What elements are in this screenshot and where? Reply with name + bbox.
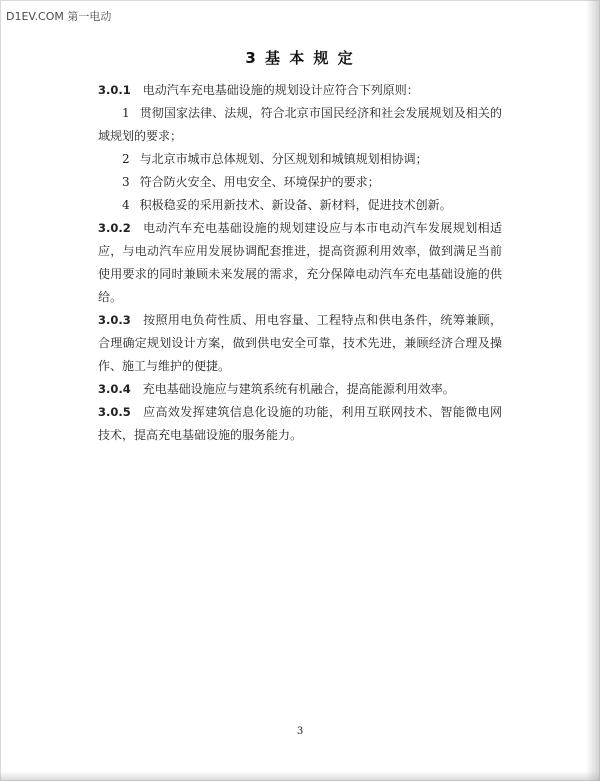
page-bottom-shadow xyxy=(0,771,600,781)
section-title: 3 基 本 规 定 xyxy=(245,49,355,67)
clause-text: 应高效发挥建筑信息化设施的功能，利用互联网技术、智能微电网技术，提高充电基础设施的服务能力。 xyxy=(98,405,502,442)
item-number: 4 xyxy=(122,198,130,212)
clause-number: 3.0.4 xyxy=(98,382,131,396)
clause-3-0-5 xyxy=(98,401,502,447)
clause-3-0-3 xyxy=(98,309,502,378)
site-watermark: D1EV.COM 第一电动 xyxy=(6,10,112,23)
item-number: 1 xyxy=(122,106,130,120)
clause-3-0-2 xyxy=(98,217,502,309)
list-item xyxy=(98,194,502,217)
clause-text: 电动汽车充电基础设施的规划设计应符合下列原则： xyxy=(142,83,419,97)
clause-3-0-1 xyxy=(98,79,502,102)
item-text: 符合防火安全、用电安全、环境保护的要求； xyxy=(139,175,380,189)
item-number: 2 xyxy=(122,152,130,166)
clause-text: 充电基础设施应与建筑系统有机融合，提高能源利用效率。 xyxy=(142,382,455,396)
item-text: 与北京市城市总体规划、分区规划和城镇规划相协调； xyxy=(139,152,428,166)
clause-number: 3.0.1 xyxy=(98,83,131,97)
clause-3-0-4 xyxy=(98,378,502,401)
item-text: 积极稳妥的采用新技术、新设备、新材料，促进技术创新。 xyxy=(139,198,452,212)
clause-number: 3.0.3 xyxy=(98,313,131,327)
list-item xyxy=(98,148,502,171)
clause-text: 电动汽车充电基础设施的规划建设应与本市电动汽车发展规划相适应，与电动汽车应用发展协调配套推进，提高资源利用效率，做到满足当前使用要求的同时兼顾未来发展的需求，充分保障电动汽车充电基础设施的供给。 xyxy=(98,221,502,304)
clause-number: 3.0.5 xyxy=(98,405,131,419)
list-item xyxy=(98,102,502,148)
clause-text: 按照用电负荷性质、用电容量、工程特点和供电条件，统筹兼顾，合理确定规划设计方案，做到供电安全可靠，技术先进，兼顾经济合理及操作、施工与维护的便捷。 xyxy=(98,313,502,373)
page-edge-shadow xyxy=(586,0,600,781)
item-number: 3 xyxy=(122,175,130,189)
clause-number: 3.0.2 xyxy=(98,221,131,235)
item-text: 贯彻国家法律、法规，符合北京市国民经济和社会发展规划及相关的域规划的要求； xyxy=(98,106,502,143)
section-body xyxy=(98,79,502,447)
page-number: 3 xyxy=(296,726,304,737)
list-item xyxy=(98,171,502,194)
